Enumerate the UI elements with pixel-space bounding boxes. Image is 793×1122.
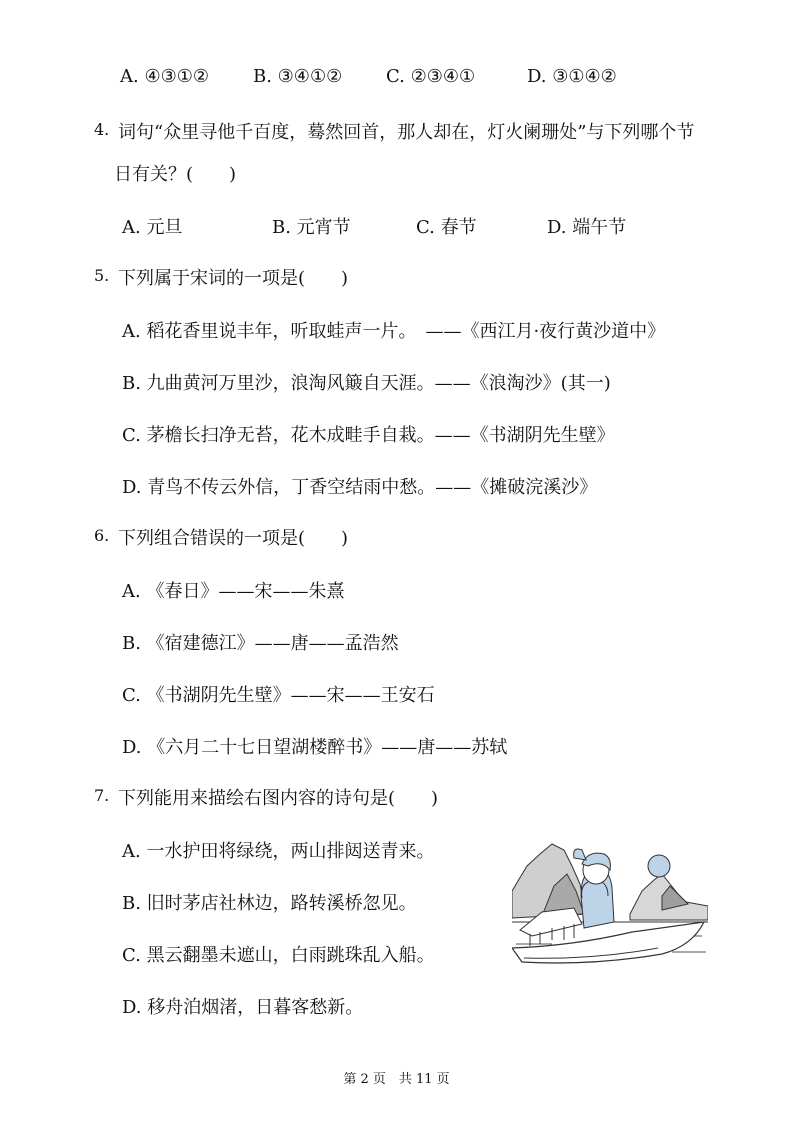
q6-option-a: A. 《春日》——宋——朱熹 [122,581,345,602]
q3-option-a: A. ④③①② [120,66,209,87]
q4-option-d: D. 端午节 [547,217,627,238]
q4-number: 4. [94,120,110,139]
q6-stem: 下列组合错误的一项是( ) [118,528,349,549]
q4-option-c: C. 春节 [416,217,477,238]
q7-number: 7. [94,786,110,805]
page-indicator: 第 2 页 共 11 页 [343,1072,450,1087]
q6-option-d: D. 《六月二十七日望湖楼醉书》——唐——苏轼 [122,737,508,758]
q4-option-a: A. 元旦 [122,217,183,238]
q4-stem-line1: 词句“众里寻他千百度，蓦然回首，那人却在，灯火阑珊处”与下列哪个节 [118,122,695,143]
q7-option-d: D. 移舟泊烟渚，日暮客愁新。 [122,997,364,1018]
page-footer [0,1068,793,1087]
q5-stem: 下列属于宋词的一项是( ) [118,268,349,289]
q3-option-c: C. ②③④① [386,66,476,87]
q3-option-b: B. ③④①② [253,66,343,87]
q7-option-b: B. 旧时茅店社林边，路转溪桥忽见。 [122,893,417,914]
q6-option-c: C. 《书湖阴先生壁》——宋——王安石 [122,685,435,706]
q5-option-c: C. 茅檐长扫净无苔，花木成畦手自栽。——《书湖阴先生壁》 [122,425,615,446]
q5-number: 5. [94,266,110,285]
q5-option-d: D. 青鸟不传云外信，丁香空结雨中愁。——《摊破浣溪沙》 [122,477,598,498]
q7-option-c: C. 黑云翻墨未遮山，白雨跳珠乱入船。 [122,945,435,966]
q7-stem: 下列能用来描绘右图内容的诗句是( ) [118,788,439,809]
q3-option-d: D. ③①④② [527,66,617,87]
q4-option-b: B. 元宵节 [272,217,351,238]
q6-option-b: B. 《宿建德江》——唐——孟浩然 [122,633,399,654]
q5-option-b: B. 九曲黄河万里沙，浪淘风簸自天涯。——《浪淘沙》(其一) [122,373,611,394]
q4-stem-line2: 日有关？( ) [114,164,237,185]
q6-number: 6. [94,526,110,545]
q7-option-a: A. 一水护田将绿绕，两山排闼送青来。 [122,841,435,862]
woman-on-boat-illustration [512,836,708,972]
q5-option-a: A. 稻花香里说丰年，听取蛙声一片。 ——《西江月·夜行黄沙道中》 [122,321,666,342]
